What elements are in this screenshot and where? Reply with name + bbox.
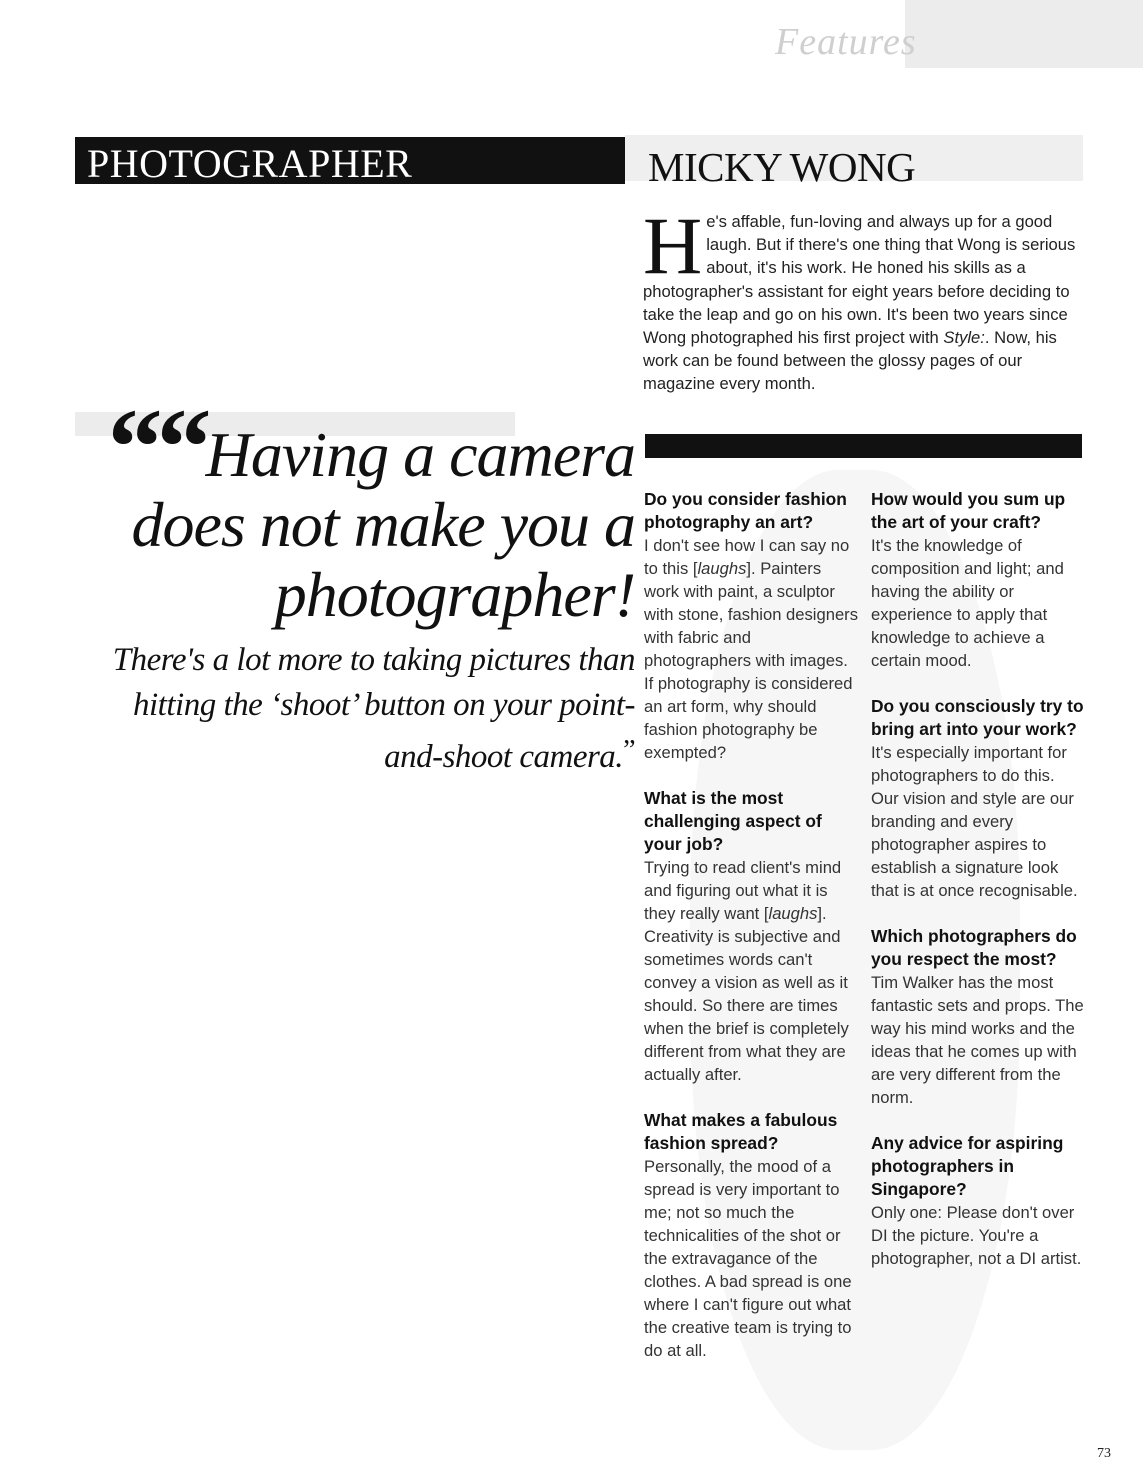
qa-item <box>644 488 859 764</box>
open-quote-mark: ““ <box>107 386 206 508</box>
qa-column-left <box>644 488 859 1385</box>
section-tab-label: Features <box>775 21 917 63</box>
close-quote-mark: ” <box>623 735 635 766</box>
answer: It's the knowledge of composition and light; and having the ability or experience to apply that knowledge to achieve a certain mood. <box>871 536 1064 670</box>
answer: It's especially important for photographers to do this. Our vision and style are our branding and every photographer aspires to establish a signature look that is at once recognisable. <box>871 743 1078 900</box>
photographer-label: PHOTOGRAPHER <box>87 141 413 186</box>
pull-quote-sub <box>90 638 635 780</box>
qa-item <box>871 695 1086 902</box>
question: Any advice for aspiring photographers in Singapore? <box>871 1133 1064 1199</box>
answer: Personally, the mood of a spread is very important to me; not so much the technicalities of the shot or the extravagance of the clothes. A bad spread is one where I can't figure out what the creative team is trying to do at all. <box>644 1157 852 1360</box>
question: Do you consider fashion photography an art? <box>644 489 847 532</box>
pull-quote <box>90 386 635 780</box>
section-tab <box>775 0 1143 68</box>
intro-text: e's affable, fun-loving and always up for a good laugh. But if there's one thing that Wong is serious about, it's his work. He honed his skills as a photographer's assistant for eight years before deciding to take the leap and go on his own. It's been two years since Wong photographed his first project with <box>643 212 1076 348</box>
pull-quote-main <box>90 386 635 630</box>
publication-name: Style: <box>943 328 985 348</box>
answer: Tim Walker has the most fantastic sets and props. The way his mind works and the ideas that he comes up with are very different from the norm. <box>871 973 1084 1107</box>
question: What is the most challenging aspect of your job? <box>644 788 822 854</box>
qa-item <box>871 925 1086 1109</box>
qa-item <box>644 787 859 1086</box>
answer-text: Trying to read client's mind and figuring out what it is they really want [ <box>644 858 842 923</box>
qa-column-right <box>871 488 1086 1293</box>
answer-text: I don't see how I can say no to this [ <box>644 536 850 578</box>
intro-paragraph <box>643 200 1083 396</box>
answer-text: ]. Creativity is subjective and sometimes words can't convey a vision as well as it should. So there are times when the brief is completely different from what they are actually after. <box>644 904 849 1084</box>
qa-item <box>871 1132 1086 1270</box>
answer-emphasis: laughs <box>768 904 818 923</box>
answer <box>644 534 859 764</box>
question: What makes a fabulous fashion spread? <box>644 1110 838 1153</box>
answer-emphasis: laughs <box>697 559 747 578</box>
pull-quote-subtext: There's a lot more to taking pictures than hitting the ‘shoot’ button on your point-and-shoot camera. <box>112 642 635 775</box>
question: How would you sum up the art of your craft? <box>871 489 1066 532</box>
page-number: 73 <box>1097 1446 1111 1461</box>
question: Which photographers do you respect the most? <box>871 926 1077 969</box>
page-title: MICKY WONG <box>648 144 916 190</box>
qa-item <box>871 488 1086 672</box>
drop-cap: H <box>643 200 703 291</box>
answer <box>644 856 859 1086</box>
answer: Only one: Please don't over DI the picture. You're a photographer, not a DI artist. <box>871 1203 1082 1268</box>
intro-text-end: . Now, his work can be found between the glossy pages of our magazine every month. <box>643 328 1057 394</box>
answer-text: ]. Painters work with paint, a sculptor with stone, fashion designers with fabric and photographers with images. If photography is considered an art form, why should fashion photography be exempted? <box>644 559 859 762</box>
qa-item <box>644 1109 859 1362</box>
pull-quote-headline: Having a camera does not make you a photographer! <box>131 419 635 630</box>
photographer-label-bar <box>75 137 625 184</box>
divider-bar <box>645 434 1082 458</box>
question: Do you consciously try to bring art into your work? <box>871 696 1084 739</box>
